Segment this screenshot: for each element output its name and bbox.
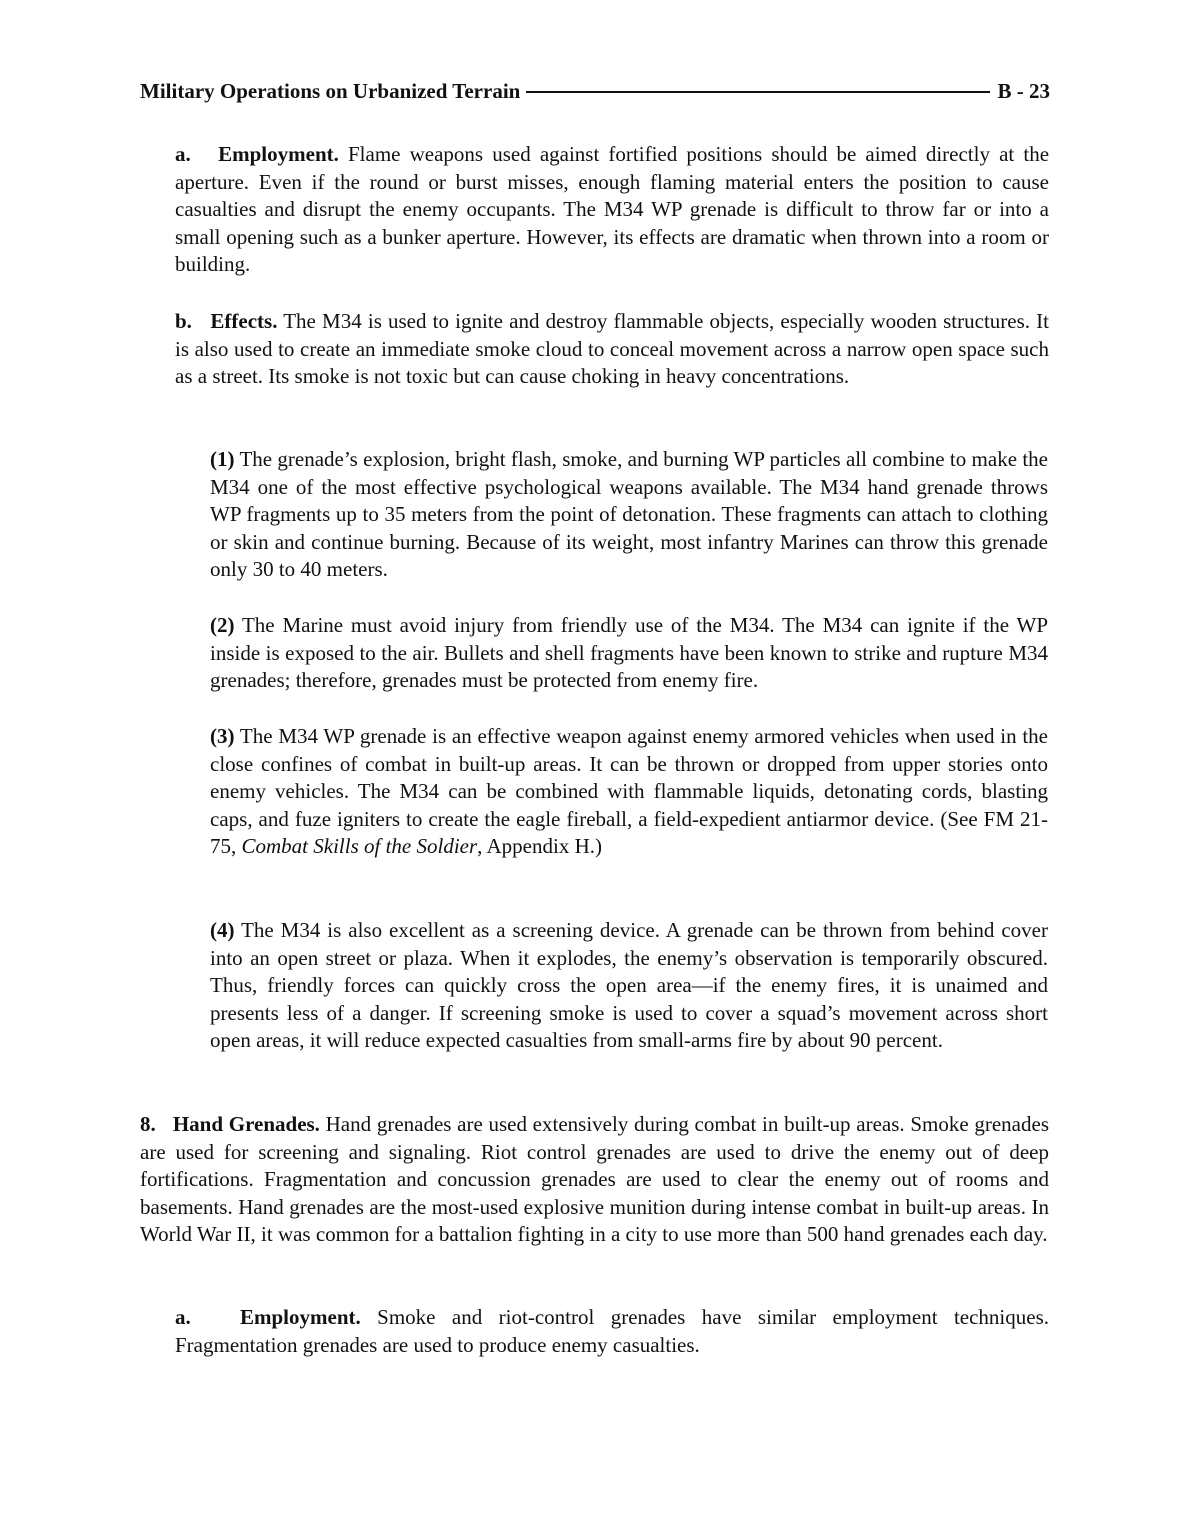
subparagraph-label: (1)	[210, 447, 235, 471]
subparagraph-label: (4)	[210, 918, 235, 942]
section-heading: Hand Grenades.	[172, 1112, 320, 1136]
subparagraph-text: The Marine must avoid injury from friendly use of the M34. The M34 can ignite if the WP inside is exposed to the air. Bullets and shell fragments have been known to strike and rupture M34 grenades; therefore, grenades must be protected from enemy fire.	[210, 613, 1048, 693]
paragraph-heading: Employment.	[218, 142, 339, 166]
paragraph-text: Smoke and riot-control grenades have similar employment techniques. Fragmentation grenades are used to produce enemy casualties.	[175, 1305, 1050, 1357]
paragraph-label: a.	[175, 142, 191, 166]
header-rule	[526, 91, 989, 93]
section-label: 8.	[140, 1112, 156, 1136]
paragraph-a-employment	[175, 141, 1049, 279]
paragraph-label: b.	[175, 309, 192, 333]
section-text: Hand grenades are used extensively during combat in built-up areas. Smoke grenades are used for screening and signaling. Riot control grenades are used to drive the enemy out of deep fortifications. Fragmentation and concussion grenades are used to clear the enemy out of rooms and basements. Hand grenades are the most-used explosive munition during intense combat in built-up areas. In World War II, it was common for a battalion fighting in a city to use more than 500 hand grenades each day.	[140, 1112, 1049, 1247]
paragraph-b-effects	[175, 308, 1049, 391]
subparagraph-text: The grenade’s explosion, bright flash, smoke, and burning WP particles all combine to make the M34 one of the most effective psychological weapons available. The M34 hand grenade throws WP fragments up to 35 meters from the point of detonation. These fragments can attach to clothing or skin and continue burning. Because of its weight, most infantry Marines can throw this grenade only 30 to 40 meters.	[210, 447, 1048, 582]
subparagraph-text-end: , Appendix H.)	[477, 834, 602, 859]
subparagraph-text: The M34 WP grenade is an effective weapon against enemy armored vehicles when used in the close confines of combat in built-up areas. It can be thrown or dropped from upper stories onto enemy vehicles. The M34 can be combined with flammable liquids, detonating cords, blasting caps, and fuze igniters to create the eagle fireball, a field-expedient antiarmor device. (See FM 21-75,	[210, 724, 1048, 859]
section-8-hand-grenades	[140, 1111, 1049, 1249]
paragraph-text: The M34 is used to ignite and destroy flammable objects, especially wooden structures. It is also used to create an immediate smoke cloud to conceal movement across a narrow open space such as a street. Its smoke is not toxic but can cause choking in heavy concentrations.	[175, 309, 1050, 389]
cited-title: Combat Skills of the Soldier	[241, 834, 478, 859]
paragraph-label: a.	[175, 1305, 191, 1329]
running-header	[140, 78, 1050, 104]
subparagraph-label: (3)	[210, 724, 235, 748]
subparagraph-3	[210, 723, 1048, 861]
header-title: Military Operations on Urbanized Terrain	[140, 79, 521, 103]
paragraph-text: Flame weapons used against fortified positions should be aimed directly at the aperture. Even if the round or burst misses, enough flaming material enters the position to cause casualties and disrupt the enemy occupants. The M34 WP grenade is difficult to throw far or into a small opening such as a bunker aperture. However, its effects are dramatic when thrown into a room or building.	[175, 142, 1050, 277]
page-number: B - 23	[997, 79, 1050, 103]
subparagraph-label: (2)	[210, 613, 235, 637]
paragraph-heading: Employment.	[240, 1305, 361, 1329]
paragraph-heading: Effects.	[210, 309, 278, 333]
subparagraph-4	[210, 917, 1048, 1055]
subparagraph-2	[210, 612, 1048, 695]
subparagraph-1	[210, 446, 1048, 584]
subparagraph-text: The M34 is also excellent as a screening device. A grenade can be thrown from behind cover into an open street or plaza. When it explodes, the enemy’s observation is temporarily obscured. Thus, friendly forces can quickly cross the open area—if the enemy fires, it is unaimed and presents less of a danger. If screening smoke is used to cover a squad’s movement across short open areas, it will reduce expected casualties from small-arms fire by about 90 percent.	[210, 918, 1048, 1053]
paragraph-a-employment-2	[175, 1304, 1049, 1359]
